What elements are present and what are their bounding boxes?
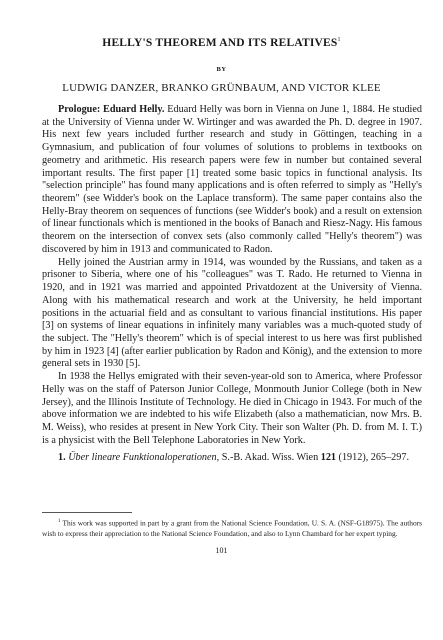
- reference-rest: (1912), 265–297.: [338, 452, 410, 464]
- reference-1: [42, 452, 422, 465]
- footnote-divider: [42, 512, 132, 513]
- reference-title: Über lineare Funktionaloperationen,: [68, 452, 220, 464]
- paper-title: [0, 37, 443, 49]
- by-label: BY: [216, 66, 227, 73]
- author-list: LUDWIG DANZER, BRANKO GRÜNBAUM, AND VICTOR KLEE: [62, 82, 381, 94]
- paragraph-2: Helly joined the Austrian army in 1914, was wounded by the Russians, and taken as a prisoner to Siberia, where one of his "colleagues" was T. Rado. He returned to Vienna in 1920, and in 1921 was married and appointed Privatdozent at the University of Vienna. Along with his mathematical research and work at the University, he held important positions in the actuarial field and as consultant to various financial institutions. His paper [3] on systems of linear equations in infinitely many variables was a much-quoted study of the subject. The "Helly's theorem" which is of special interest to us here was first published by him in 1923 [4] (after earlier publication by Radon and König), and the extension to more general sets in 1930 [5].: [42, 256, 422, 370]
- footnote-text: This work was supported in part by a grant from the National Science Foundation, U. S. A. (NSF-G18975). The authors wish to express their appreciation to the National Science Foundation, and also to Lynn Chambard for her expert typing.: [42, 518, 422, 538]
- footnote-marker: 1: [58, 519, 61, 524]
- page-number: 101: [215, 546, 228, 555]
- paper-title-text: HELLY'S THEOREM AND ITS RELATIVES: [102, 37, 338, 49]
- reference-number: 1.: [58, 452, 66, 464]
- prologue-heading: Prologue: Eduard Helly.: [58, 104, 165, 115]
- paragraph-1-text: Eduard Helly was born in Vienna on June 1, 1884. He studied at the University of Vienna under W. Wirtinger and was awarded the Ph. D. degree in 1907. His next few years included further research and study in Göttingen, teaching in a Gymnasium, and publication of four volumes of solutions to problems in textbooks on geometry and arithmetic. His research papers were few in number but contained several important results. The first paper [1] treated some basic topics in functional analysis. Its "selection principle" has found many applications and is often referred to simply as "Helly's theorem" (see Widder's book on the Laplace transform). The same paper contains also the Helly-Bray theorem on sequences of functions (see Widder's book) and a result on extension of linear functionals which is mentioned in the books of Banach and Riesz-Nagy. His famous theorem on the intersection of convex sets (also commonly called "Helly's theorem") was discovered by him in 1913 and communicated to Radon.: [42, 104, 422, 255]
- footnote: [42, 517, 422, 539]
- paragraph-3: In 1938 the Hellys emigrated with their seven-year-old son to America, where Professor Helly was on the staff of Paterson Junior College, Monmouth Junior College (both in New Jersey), and the Illinois Institute of Technology. He died in Chicago in 1943. For much of the above information we are indebted to his wife Elizabeth (also a mathematician, now Mrs. B. M. Weiss), who resides at present in New York City. Their son Walter (Ph. D. from M. I. T.) is a physicist with the Bell Telephone Laboratories in New York.: [42, 371, 422, 446]
- body-text: [42, 104, 422, 465]
- prologue-paragraph: [42, 104, 422, 257]
- reference-volume: 121: [320, 452, 336, 464]
- title-footnote-marker: 1: [337, 37, 341, 44]
- reference-source: S.-B. Akad. Wiss. Wien: [221, 452, 319, 464]
